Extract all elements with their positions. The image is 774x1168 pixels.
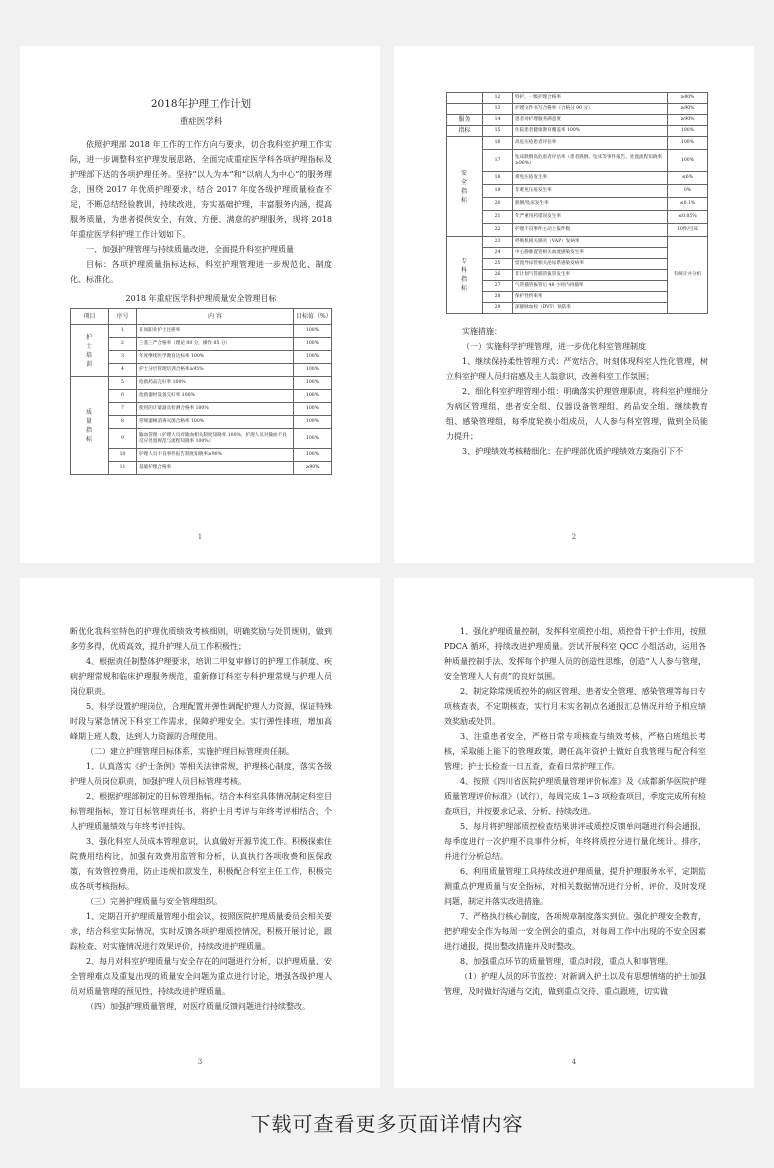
row-target: ≥90%	[668, 115, 708, 126]
paragraph: 1、继续保持柔性管理方式：严宽结合，时刻体现科室人性化管理，树立科室护理人员归宿感及主人翁意识，改善科室工作氛围；	[446, 357, 708, 381]
row-content: 使用的计量器具检测合格率 100%	[137, 403, 294, 416]
row-number: 7	[109, 403, 137, 416]
row-number: 16	[483, 137, 513, 150]
paragraph: 1、定期召开护理质量管理小组会议，按照医院护理质量委员会相关要求，结合科室实际情况，实时反馈各项护理质控情况，积极开展讨论，跟踪检查、对实施情况进行效果评价，持续改进护理质量。	[70, 912, 332, 951]
paragraph: 4、按照《四川省医院护理质量管理评价标准》及《成都新华医院护理质量管理评价标准》（试行），每周完成 1~3 项检查项目，季度完成所有检查项目，并按要求记录、分析、持续改进。	[444, 777, 706, 816]
row-content: 非难免压疮发生率	[513, 185, 668, 198]
table-header: 内 容	[137, 309, 294, 325]
plan-title: 2018年护理工作计划	[150, 98, 252, 110]
row-target: 100%	[294, 390, 332, 403]
row-number: 13	[483, 104, 513, 115]
paragraph: 1、强化护理质量控制，发挥科室质控小组、质控骨干护士作用，按照 PDCA 循环，持续改进护理质量。尝试开展科室 QCC 小组活动，运用各种质量控制手法、发挥每个护理人员的创造性思维，创造“人人参与管理，安全管理人人有责”的良好氛围。	[444, 627, 706, 681]
group-label: 安全指标	[447, 137, 483, 237]
row-number: 14	[483, 115, 513, 126]
page-number: 2	[571, 533, 577, 541]
row-content: 深静脉血栓（DVT）预防率	[513, 303, 668, 314]
row-number: 4	[109, 364, 137, 377]
row-target: 100%	[294, 429, 332, 449]
row-content: 抢救器材设备完好率 100%	[137, 390, 294, 403]
row-number: 20	[483, 198, 513, 211]
paragraph: 5、每月将护理部质控检查结果讲评或质控反馈单问题进行科会通报，每季度进行一次护理不良事件分析，年终将质控分进行量化统计、排序，并进行分析总结。	[444, 822, 706, 861]
row-content: 非计划气管插管拔管发生率	[513, 270, 668, 281]
paragraph: 3、护理绩效考核精细化：在护理部优质护理绩效方案指引下不	[462, 447, 684, 456]
row-content: 留置导尿管相关泌尿系感染发病率	[513, 259, 668, 270]
row-number: 28	[483, 292, 513, 303]
row-number: 19	[483, 185, 513, 198]
row-content: 基础护理合格率	[137, 462, 294, 475]
row-target: ≤6%	[668, 172, 708, 185]
row-number: 25	[483, 259, 513, 270]
row-content: 难免压疮发生率	[513, 172, 668, 185]
row-number: 11	[109, 462, 137, 475]
page-number: 3	[197, 1058, 203, 1066]
table-header: 目标值（%）	[294, 309, 332, 325]
row-content: 中心静脉置管相关血流感染发生率	[513, 248, 668, 259]
row-number: 27	[483, 281, 513, 292]
row-target: 100%	[668, 126, 708, 137]
paragraph: 8、加强重点环节的质量管理，重点时段，重点人和事管理。	[460, 957, 674, 966]
page-number: 1	[197, 533, 203, 541]
section-heading: 一、加强护理管理与持续质量改进，全面提升科室护理质量	[86, 245, 294, 254]
paragraph: 目标：各项护理质量指标达标，科室护理管理进一步规范化、制度化、标准化。	[70, 260, 332, 284]
row-content: 年严重用药错误发生率	[513, 211, 668, 224]
quality-target-table-continued	[446, 92, 708, 314]
section-heading: 实施措施：	[462, 327, 502, 336]
section-heading: （四）加强护理质量管理，对医疗质量反馈问题进行持续整改。	[86, 1002, 310, 1011]
table-caption: 2018 年重症医学科护理质量安全管理目标	[125, 294, 277, 303]
row-number: 29	[483, 303, 513, 314]
paragraph: 4、根据责任制整体护理要求，培训二甲复审修订的护理工作制度、疾病护理常规和临床护理服务规范，重新修订科室专科护理常规与护理人员岗位职责。	[70, 657, 332, 696]
row-target: ≤0.05%	[668, 211, 708, 224]
row-number: 22	[483, 224, 513, 237]
row-number: 6	[109, 390, 137, 403]
row-target: 100%	[668, 150, 708, 172]
download-more-banner[interactable]: 下载可查看更多页面详情内容	[250, 1112, 524, 1136]
row-number: 23	[483, 237, 513, 248]
section-heading: （三）完善护理质量与安全管理组织。	[86, 897, 222, 906]
row-target: 0%	[668, 185, 708, 198]
row-number: 12	[483, 93, 513, 104]
row-content: 坠床跌倒高危患者评估率（患者跌倒、坠床等事件报告、处置流程知晓率≥90%）	[513, 150, 668, 172]
row-number: 1	[109, 325, 137, 338]
row-target: 100%	[668, 137, 708, 150]
row-target: ≥90%	[294, 462, 332, 475]
page-number: 4	[571, 1058, 577, 1066]
row-number: 15	[483, 126, 513, 137]
row-number: 3	[109, 351, 137, 364]
paragraph: 2、细化科室护理管理小组：明确落实护理管理职责，将科室护理细分为病区管理组、患者安全组、仪器设备管理组、药品安全组、继续教育组、感染管理组，每季度轮换小组成员，人人参与科室管理，做到全员能力提升；	[446, 387, 708, 441]
paragraph: 7、严格执行核心制度，各项规章制度落实到位。强化护理安全教育，把护理安全作为每周一安全例会的重点，对每周工作中出现的不安全因素进行通报，提出整改措施并及时整改。	[444, 912, 706, 951]
paragraph: 2、根据护理部制定的目标管理指标，结合本科室具体情况制定科室目标管理指标，签订目标管理责任书，将护士月考评与年终考评相结合，个人护理质量绩效与年终考评挂钩。	[70, 792, 332, 831]
row-content: 在岗职业护士注册率	[137, 325, 294, 338]
group-label: 专科指标	[447, 237, 483, 314]
document-page-1	[20, 46, 380, 563]
row-number: 5	[109, 377, 137, 390]
row-target: 有统计并分析	[668, 237, 708, 314]
row-target: 100%	[294, 364, 332, 377]
row-content: 护士分层管理培训合格率≥95%	[137, 364, 294, 377]
row-content: 护理人员不良事件报告制度知晓率≥90%	[137, 449, 294, 462]
table-header: 项目	[71, 309, 109, 325]
group-cell: 指标	[447, 126, 483, 137]
section-subheading: （一）实施科学护理管理，进一步优化科室管理制度	[462, 342, 646, 351]
row-content: 住院患者健康教育覆盖率 100%	[513, 126, 668, 137]
row-target: ≤0.1%	[668, 198, 708, 211]
document-page-4	[394, 578, 754, 1088]
row-target: 100%	[294, 403, 332, 416]
row-content: 护理不良事件主动上报件数	[513, 224, 668, 237]
row-content: 输血管理（护理人员对输血相关制度知晓率 100%，护理人员对输血不良反应处置规范与流程知晓率 100%）	[137, 429, 294, 449]
paragraph: 1、认真落实《护士条例》等相关法律常规，护理核心制度，落实各级护理人员岗位职责，加强护理人员目标管理考核。	[70, 762, 332, 786]
paragraph: 3、注重患者安全，严格日常专项核查与绩效考核，严格白班组长考核，采取能上能下的管理政策，聘任高年资护士做好自我管理与配合科室管理；护士长检查一日五查，查看日常护理工作。	[444, 732, 706, 771]
department-name: 重症医学科	[179, 117, 223, 127]
paragraph: 3、强化科室人员成本管理意识，认真做好开源节流工作。积极探索住院费用结构比，加强有效费用监管和分析，认真执行各项收费和医保政策，有效管控费用，防止违规扣款发生，积极配合科室主任工作，积极完成各项考核指标。	[70, 837, 332, 891]
row-content: 特护、一级护理合格率	[513, 93, 668, 104]
row-target: 100%	[294, 325, 332, 338]
row-content: 高危压疮患者评估率	[513, 137, 668, 150]
row-content: 抢救药品完好率 100%	[137, 377, 294, 390]
row-target: 10件/百床	[668, 224, 708, 237]
row-content: 护理文件书写合格率（合格分 90 分）	[513, 104, 668, 115]
row-target: 100%	[294, 377, 332, 390]
row-target: 100%	[294, 338, 332, 351]
paragraph: 2、制定除常规质控外的病区管理、患者安全管理、感染管理等每日专项核查表，不定期核查，实行月末实名制点名通报汇总情况并给予相应绩效奖励或处罚。	[444, 687, 706, 726]
group-cell: 服务	[447, 115, 483, 126]
paragraph: 6、利用质量管理工具持续改进护理质量，提升护理服务水平，定期监测重点护理质量与安全指标，对相关数据情况进行分析、评价、及时发现问题，制定并落实改进措施。	[444, 867, 706, 906]
row-number: 9	[109, 429, 137, 449]
group-cell	[447, 104, 483, 115]
row-content: 患者对护理服务满意度	[513, 115, 668, 126]
row-target: ≥80%	[668, 93, 708, 104]
group-label: 质量指标	[71, 377, 109, 475]
row-number: 17	[483, 150, 513, 172]
paragraph: 2、每月对科室护理质量与安全存在的问题进行分析，以护理质量、安全管理难点及重复出现的质量安全问题为重点进行讨论，增强各级护理人员对质量管理的预见性，持续改进护理质量。	[70, 957, 332, 996]
paragraph: 断优化我科室特色的护理优质绩效考核细则，明确奖励与处罚规则，做到多劳多得，优质高效，提升护理人员工作积极性；	[70, 627, 332, 651]
row-content: 常规器械消毒灭菌合格率 100%	[137, 416, 294, 429]
paragraph: 依照护理部 2018 年工作的工作方向与要求，切合我科室护理工作实际，进一步调整科室护理发展思路，全面完成重症医学科各项护理指标及护理部下达的各项护理任务。坚持“以人为本”和“以病人为中心”的服务理念，围绕 2017 年优质护理要求，结合 2017 年度各级护理质量检查不足，不断总结经验教训，持续改进，夯实基础护理，丰富服务内涵，提高服务质量，为患者提供安全、有效、方便、满意的护理服务，现将 2018 年重症医学科护理工作计划如下。	[70, 140, 332, 239]
row-number: 10	[109, 449, 137, 462]
row-target: 100%	[294, 449, 332, 462]
group-label: 护士培训	[71, 325, 109, 377]
row-target: 100%	[294, 416, 332, 429]
row-number: 26	[483, 270, 513, 281]
row-number: 21	[483, 211, 513, 224]
row-number: 8	[109, 416, 137, 429]
table-header: 序号	[109, 309, 137, 325]
paragraph: 5、科学设置护理岗位，合理配置并弹性调配护理人力资源，保证特殊时段与紧急情况下科室工作需求，保障护理安全。实行弹性排班，增加高峰期上班人数，达到人力资源的合理使用。	[70, 702, 332, 741]
row-number: 18	[483, 172, 513, 185]
row-number: 24	[483, 248, 513, 259]
row-content: 跌倒/坠床发生率	[513, 198, 668, 211]
row-number: 2	[109, 338, 137, 351]
paragraph: （1）护理人员的环节监控：对新调入护士以及有思想情绪的护士加强管理，及时做好沟通与交流，做到重点交待、重点跟班，切实做	[444, 972, 706, 996]
section-heading: （二）建立护理管理目标体系，实施护理目标管理责任制。	[86, 747, 294, 756]
quality-target-table	[70, 308, 332, 475]
row-target: 100%	[294, 351, 332, 364]
group-cell	[447, 93, 483, 104]
row-content: 年度继续医学教育达标率 100%	[137, 351, 294, 364]
row-content: 呼吸机相关肺炎（VAP）发病率	[513, 237, 668, 248]
row-content: 气管插管拔管后 48 小时内再插率	[513, 281, 668, 292]
document-page-2	[394, 46, 754, 563]
row-target: ≥90%	[668, 104, 708, 115]
row-content: 保护性约束率	[513, 292, 668, 303]
document-page-3	[20, 578, 380, 1088]
row-content: 三基三严合格率（理论 80 分，操作 85 分）	[137, 338, 294, 351]
